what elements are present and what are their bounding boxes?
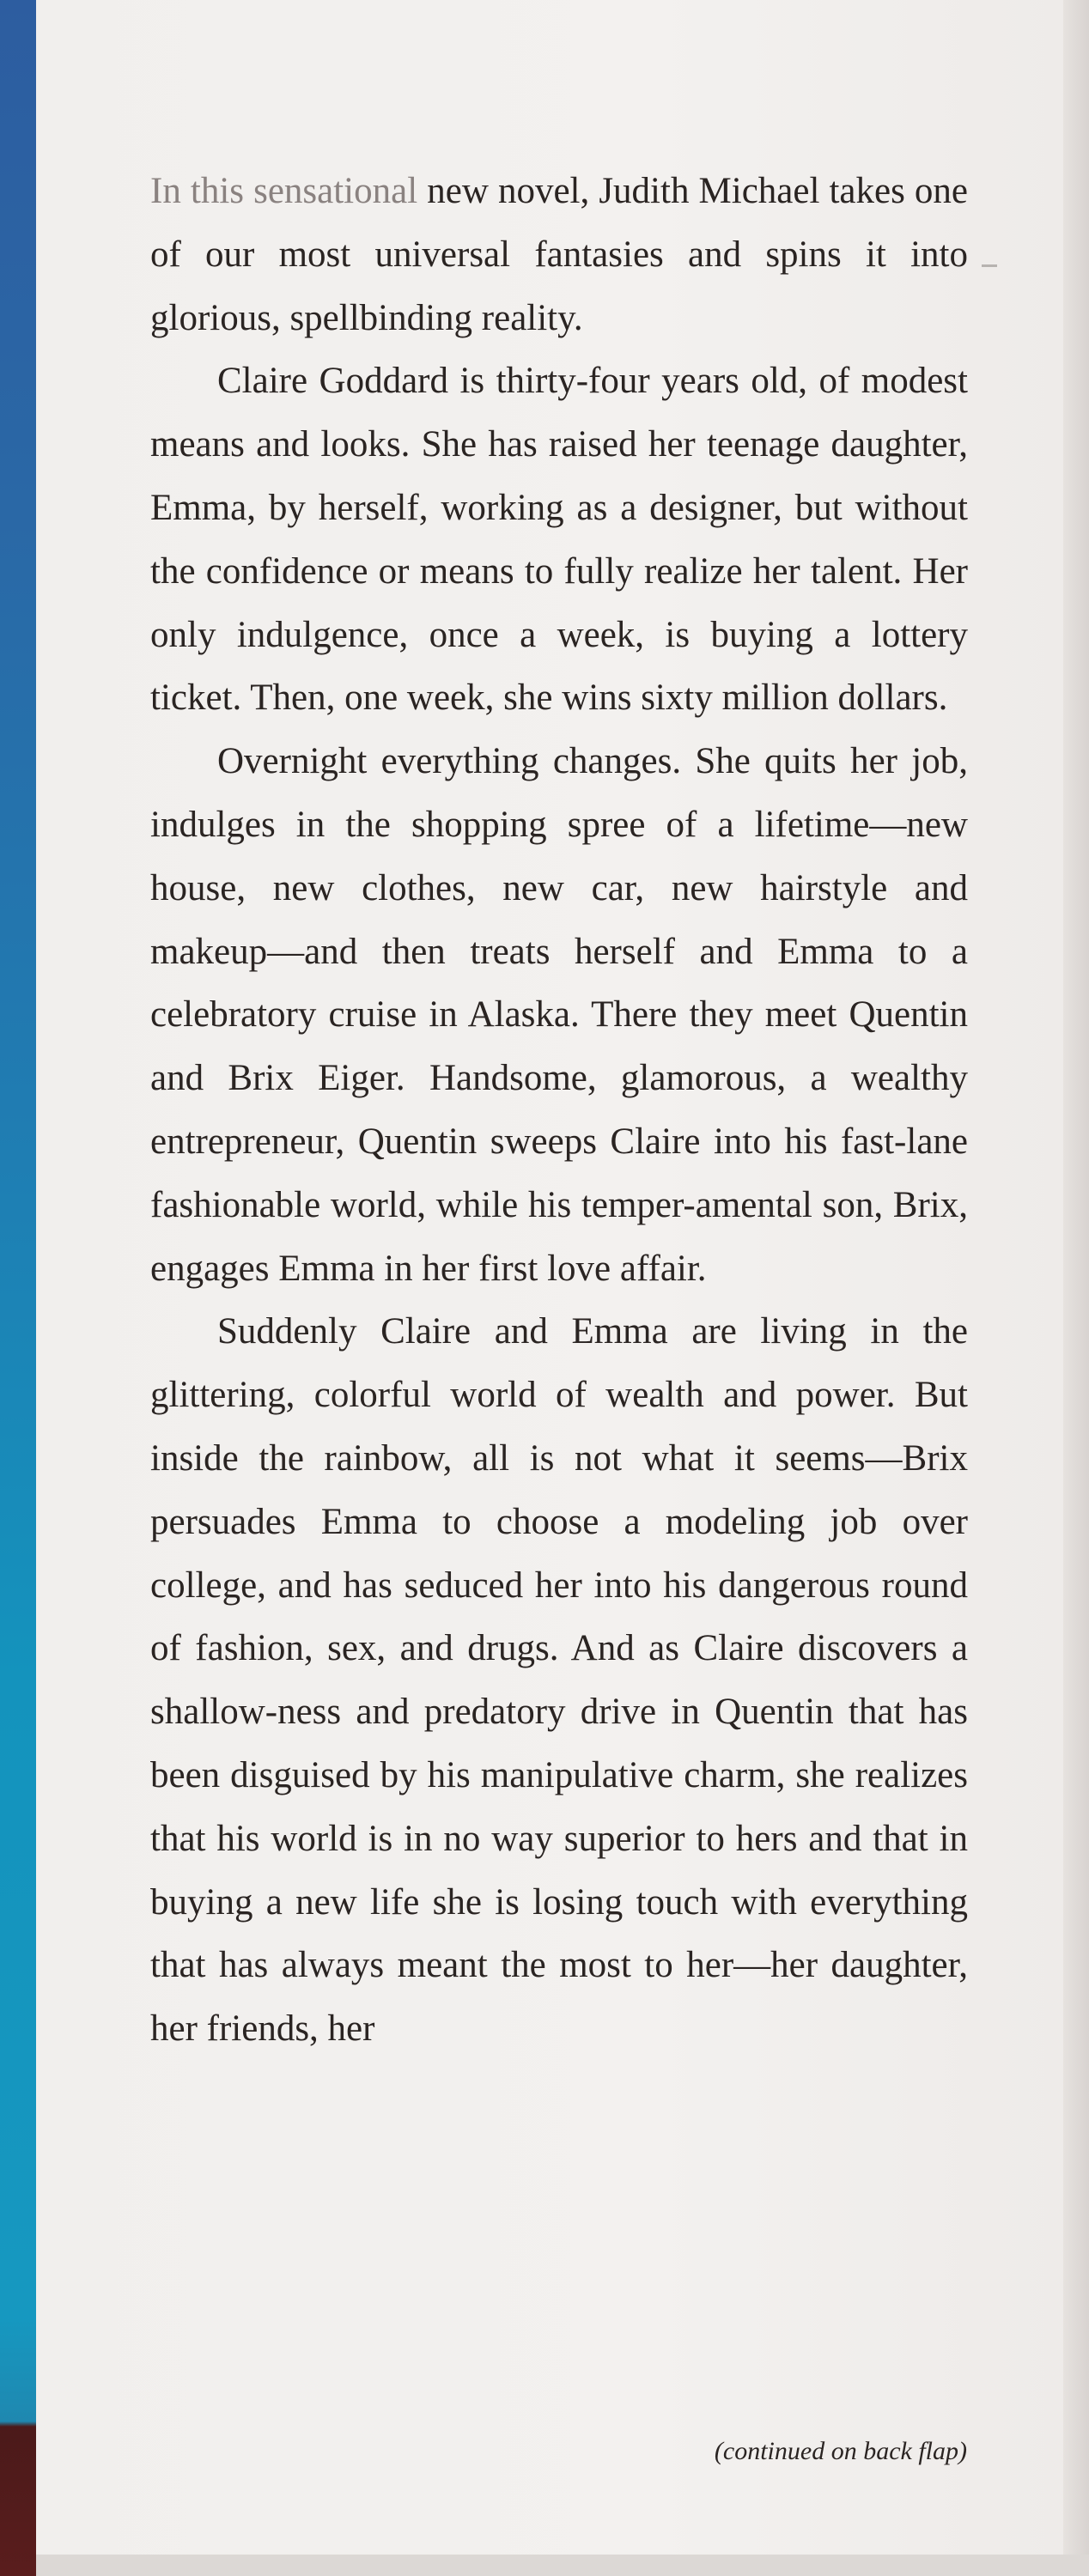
intro-text: new novel, Judith Michael takes one of our most universal fantasies and spins it into glorious, spellbinding reality.: [150, 171, 968, 338]
flap-paragraph: Overnight everything changes. She quits her job, indulges in the shopping spree of a lifetime—new house, new clothes, new car, new hairstyle and makeup—and then treats herself and Emma to a celebratory cruise in Alaska. There they meet Quentin and Brix Eiger. Handsome, glamorous, a wealthy entrepreneur, Quentin sweeps Claire into his fast-lane fashionable world, while his temper-amental son, Brix, engages Emma in her first love affair.: [150, 741, 968, 1289]
flap-bottom-edge: [36, 2555, 1089, 2576]
flap-paragraph: Claire Goddard is thirty-four years old, of modest means and looks. She has raised her teenage daughter, Emma, by herself, working as a designer, but without the confidence or means to fully realize her talent. Her only indulgence, once a week, is buying a lottery ticket. Then, one week, she wins sixty million dollars.: [150, 361, 968, 719]
jacket-spine-edge: [0, 0, 36, 2576]
intro-faded-text: In this sensational: [150, 171, 418, 211]
flap-paragraph: Suddenly Claire and Emma are living in the glittering, colorful world of wealth and power. But inside the rainbow, all is not what it seems—Brix persuades Emma to choose a modeling job over college, and has seduced her into his dangerous round of fashion, sex, and drugs. And as Claire discovers a shallow-ness and predatory drive in Quentin that has been disguised by his manipulative charm, she realizes that his world is in no way superior to hers and that in buying a new life she is losing touch with everything that has always meant the most to her—her daughter, her friends, her: [150, 1311, 968, 2050]
flap-fold-edge: [1063, 0, 1089, 2576]
flap-paragraph-intro: [150, 160, 968, 349]
continued-note: (continued on back flap): [714, 2437, 967, 2465]
edge-mark: [982, 264, 997, 267]
flap-copy: [150, 160, 968, 2061]
